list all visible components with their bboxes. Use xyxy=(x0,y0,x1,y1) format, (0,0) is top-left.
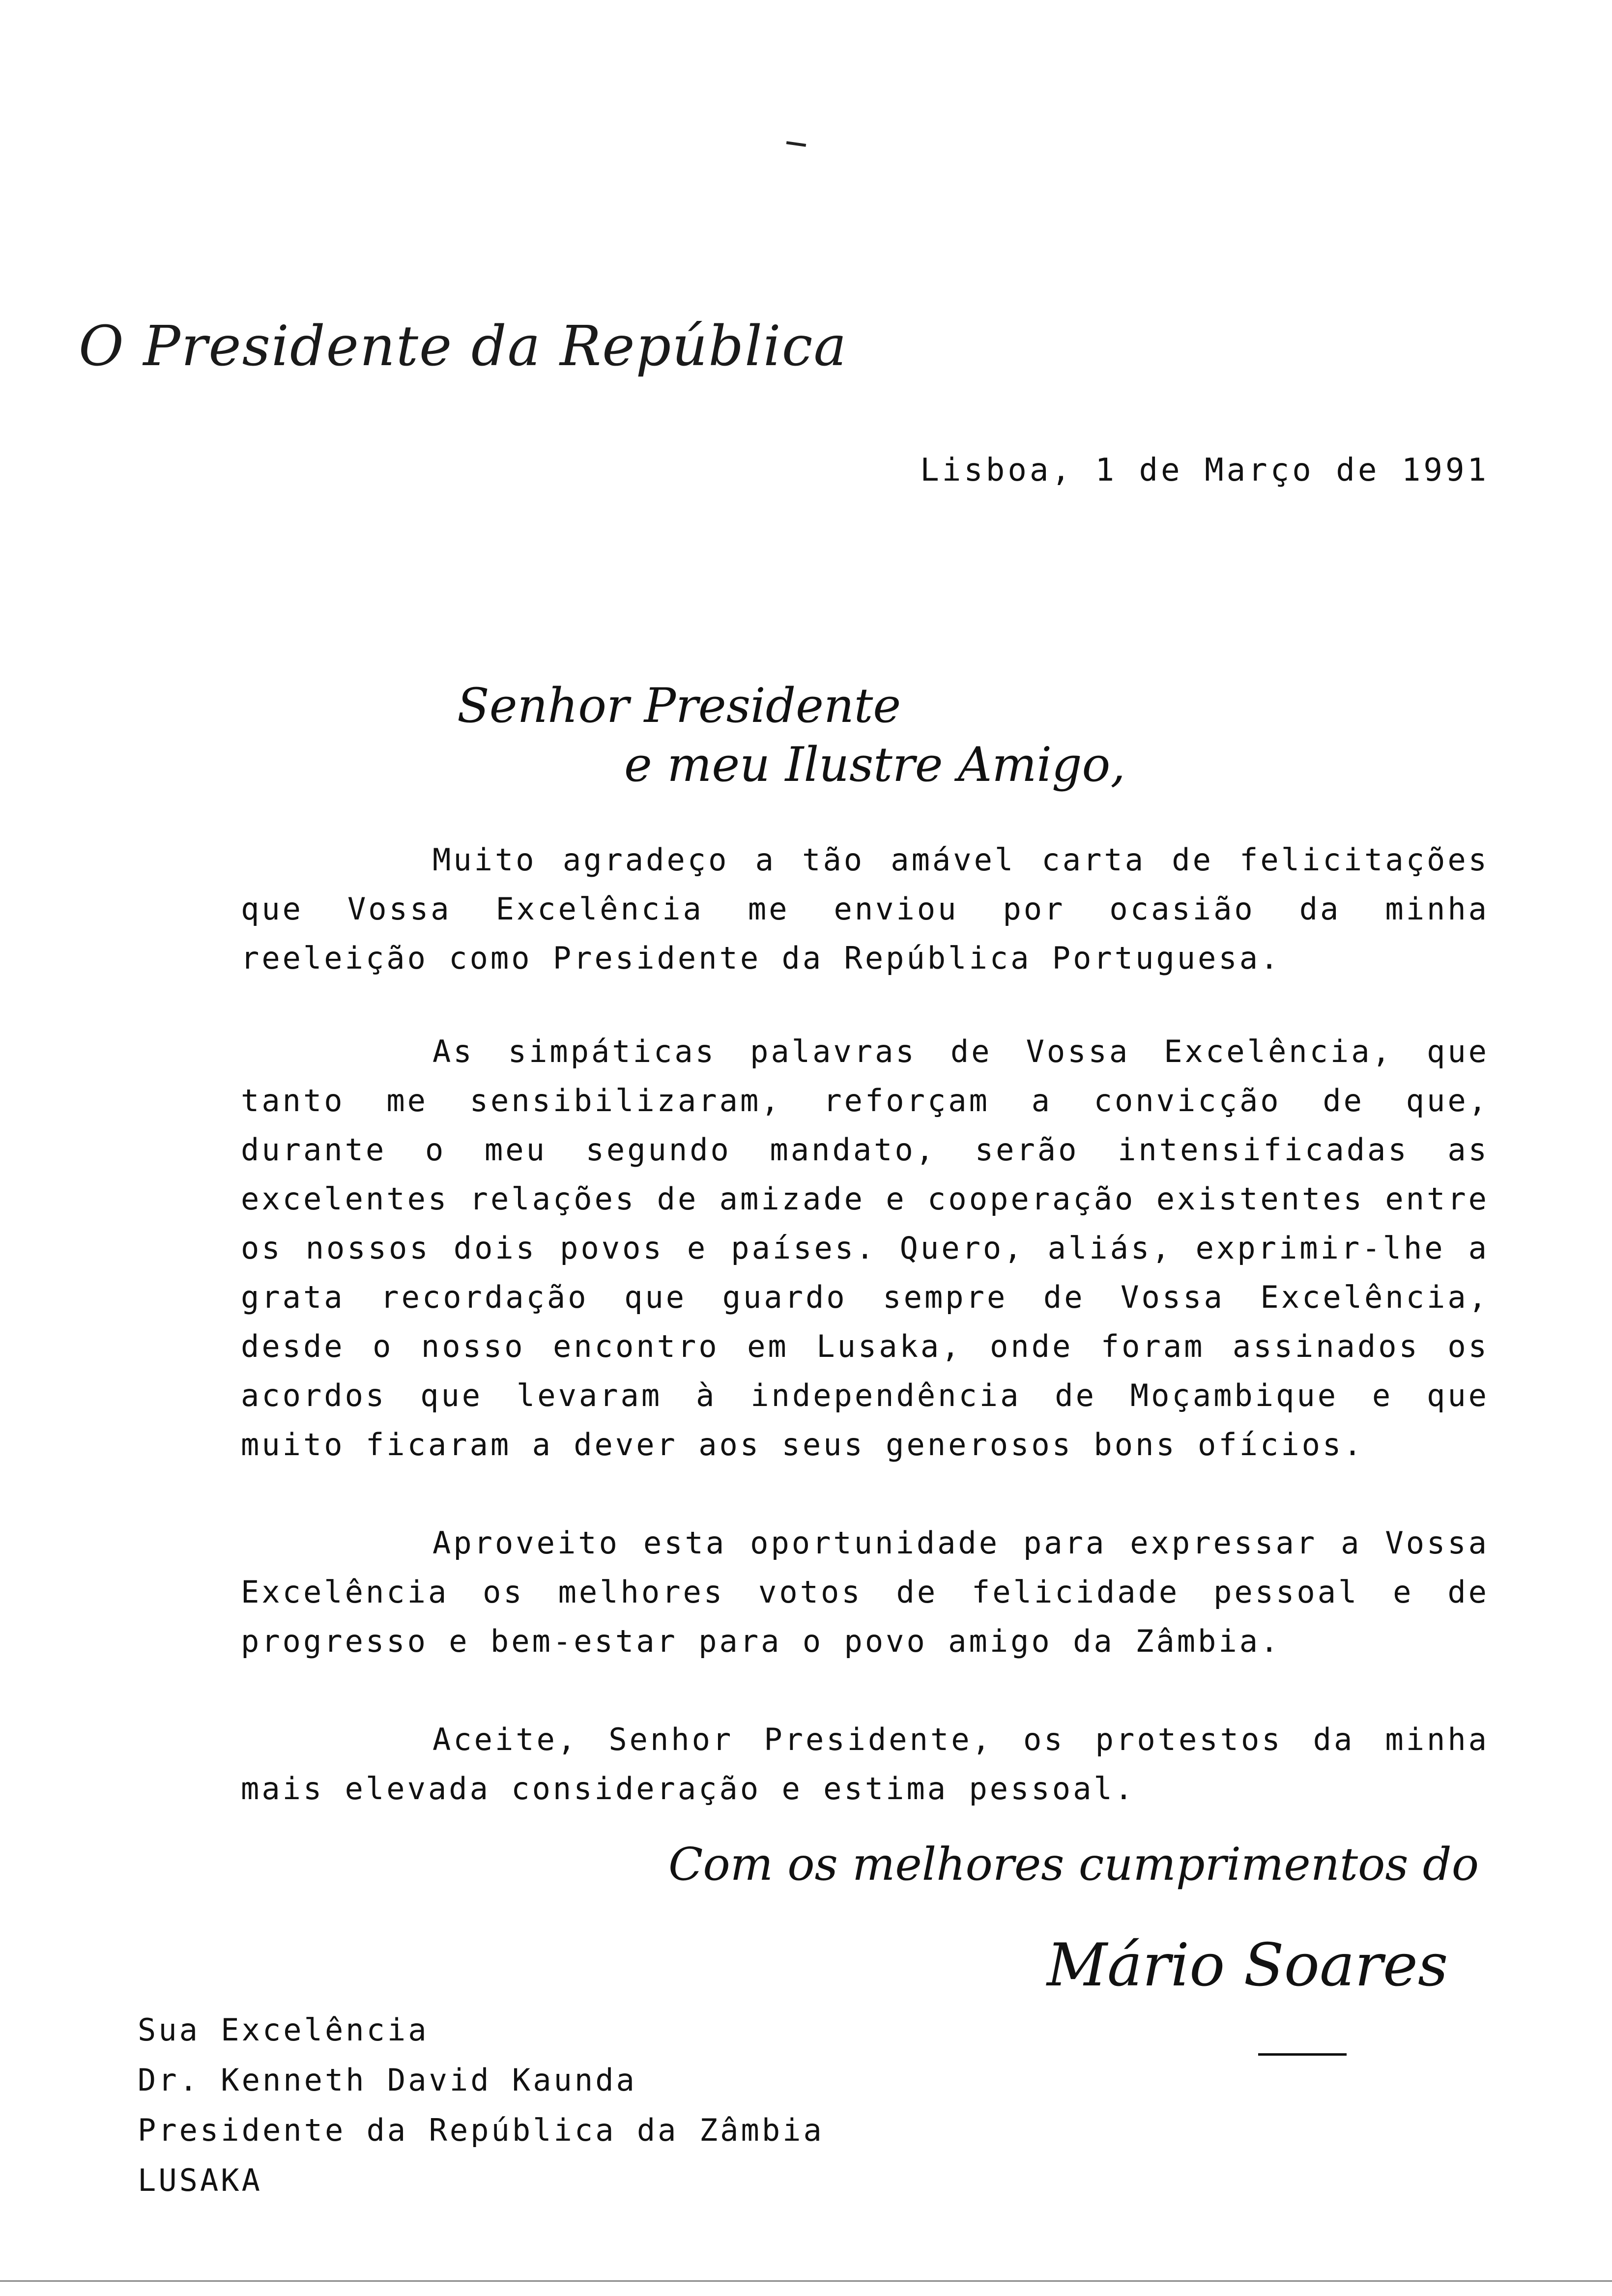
handwritten-salutation-line1: Senhor Presidente xyxy=(457,678,901,733)
addressee-line2: Dr. Kenneth David Kaunda xyxy=(138,2062,637,2098)
page-bottom-edge xyxy=(0,2280,1612,2282)
body-paragraph-4: Aceite, Senhor Presidente, os protestos da minha mais elevada consideração e estima pessoal. xyxy=(241,1722,1489,1807)
signature: Mário Soares xyxy=(1047,1931,1448,2000)
addressee-line4: LUSAKA xyxy=(138,2162,262,2198)
handwritten-closing: Com os melhores cumprimentos do xyxy=(668,1838,1479,1891)
addressee-block xyxy=(138,2005,824,2206)
body-paragraph-3: Aproveito esta oportunidade para expressar a Vossa Excelência os melhores votos de felicidade pessoal e de progresso e bem-estar para o povo amigo da Zâmbia. xyxy=(241,1525,1489,1659)
scan-mark xyxy=(786,141,806,147)
signature-underline xyxy=(1258,2053,1347,2056)
addressee-line1: Sua Excelência xyxy=(138,2012,429,2048)
addressee-line3: Presidente da República da Zâmbia xyxy=(138,2112,824,2148)
handwritten-salutation-line2: e meu Ilustre Amigo, xyxy=(624,737,1125,792)
letterhead: O Presidente da República xyxy=(79,315,848,378)
body-paragraph-2: As simpáticas palavras de Vossa Excelência, que tanto me sensibilizaram, reforçam a convicção de que, durante o meu segundo mandato, serão intensificadas as excelentes relações de amizade e cooperação existentes entre os nossos dois povos e países. Quero, aliás, exprimir-lhe a grata recordação que guardo sempre de Vossa Excelência, desde o nosso encontro em Lusaka, onde foram assinados os acordos que levaram à independência de Moçambique e que muito ficaram a dever aos seus generosos bons ofícios. xyxy=(241,1033,1489,1463)
body-paragraph-1: Muito agradeço a tão amável carta de felicitações que Vossa Excelência me enviou por ocasião da minha reeleição como Presidente da República Portuguesa. xyxy=(241,842,1489,976)
letter-date: Lisboa, 1 de Março de 1991 xyxy=(920,452,1489,488)
